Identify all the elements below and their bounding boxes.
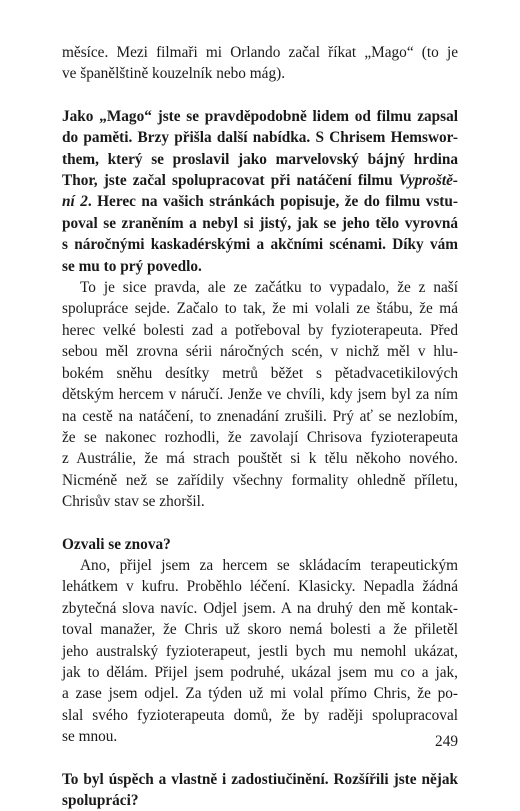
text-line: na cestě na natáčení, to znenadání zrušili. Prý ať se nezlobím, (62, 407, 458, 425)
text-line: To je sice pravda, ale ze začátku to vypadalo, že z naší (80, 279, 458, 297)
text-line: dětským hercem v náručí. Jenže ve chvíli, kdy jsem byl za ním (62, 386, 458, 404)
text-line: že se nakonec rozhodli, že zavolají Chrisova fyzioterapeuta (62, 428, 458, 446)
text-line: toval manažer, že Chris už skoro nemá bolesti a že přiletěl (62, 621, 458, 639)
text-line: lehátkem v kufru. Proběhlo léčení. Klasicky. Nepadla žádná (62, 578, 458, 596)
text-line: ve španělštině kouzelník nebo mág). (62, 65, 286, 83)
text-line: měsíce. Mezi filmaři mi Orlando začal říkat „Mago“ (to je (62, 44, 458, 61)
text-line: a zase jsem odjel. Za týden už mi volal přímo Chris, že po- (62, 685, 458, 703)
text-line (62, 191, 458, 212)
text-line: zbytečná slova navíc. Odjel jsem. A na druhý den mě kontak- (62, 599, 458, 617)
text-line: herec velké bolesti zad a potřeboval by fyzioterapeuta. Před (62, 321, 458, 339)
interview-question-1 (62, 106, 458, 277)
text-line: se mu to prý povedlo. (62, 257, 202, 275)
page-number: 249 (435, 733, 458, 750)
text-line: z Austrálie, že má strach pouštět si k tělu někoho nového. (62, 450, 458, 468)
text-line: Nicméně než se zařídily všechny formality ohledně příletu, (62, 471, 458, 489)
text-line: Ozvali se znova? (62, 535, 171, 553)
text-line: se mnou. (62, 728, 118, 746)
paragraph-answer-1 (62, 42, 458, 85)
text-line: them, který se proslavil jako marvelovský bájný hrdina (62, 150, 458, 168)
film-title-fragment: Vyproště- (398, 172, 458, 190)
film-title-fragment: ní 2 (62, 193, 88, 211)
text-line: slal svého fyzioterapeuta domů, že by raději spolupracoval (62, 706, 458, 724)
text-line: Chrisův stav se zhoršil. (62, 493, 205, 511)
text-line: poval se zraněním a nebyl si jistý, jak se jeho tělo vyrovná (62, 214, 458, 232)
text-line: bokém sněhu desítky metrů běžet s pětadvacetikilových (62, 364, 458, 382)
text-line: spolupráce sejde. Začalo to tak, že mi volali ze štábu, že má (62, 300, 458, 318)
paragraph-answer-2 (62, 277, 458, 512)
text-line: sebou měl zrovna sérii náročných scén, v nichž měl v hlu- (62, 343, 458, 361)
text-line: jak to dělám. Přijel jsem podruhé, ukázal jsem mu co a jak, (62, 663, 458, 681)
interview-question-3 (62, 769, 458, 811)
text-line: Jako „Mago“ jste se pravděpodobně lidem od filmu zapsal (62, 107, 458, 125)
text-fragment: . Herec na vašich stránkách popisuje, že do filmu vstu- (87, 193, 458, 211)
interview-question-2 (62, 534, 458, 555)
text-line: jeho australský fyzioterapeut, jestli bych mu nemohl ukázat, (62, 642, 458, 660)
paragraph-answer-3 (62, 555, 458, 748)
text-line: Ano, přijel jsem za hercem se skládacím terapeutickým (80, 556, 458, 574)
text-fragment: Thor, jste začal spolupracovat při natáčení filmu (62, 172, 399, 190)
text-line (62, 170, 458, 191)
text-line: s náročnými kaskadérskými a akčními scénami. Díky vám (62, 236, 458, 254)
text-line: do paměti. Brzy přišla další nabídka. S Chrisem Hemswor- (62, 129, 458, 147)
text-line: spolupráci? (62, 792, 139, 809)
text-line: To byl úspěch a vlastně i zadostiučinění. Rozšířili jste nějak (62, 770, 458, 788)
